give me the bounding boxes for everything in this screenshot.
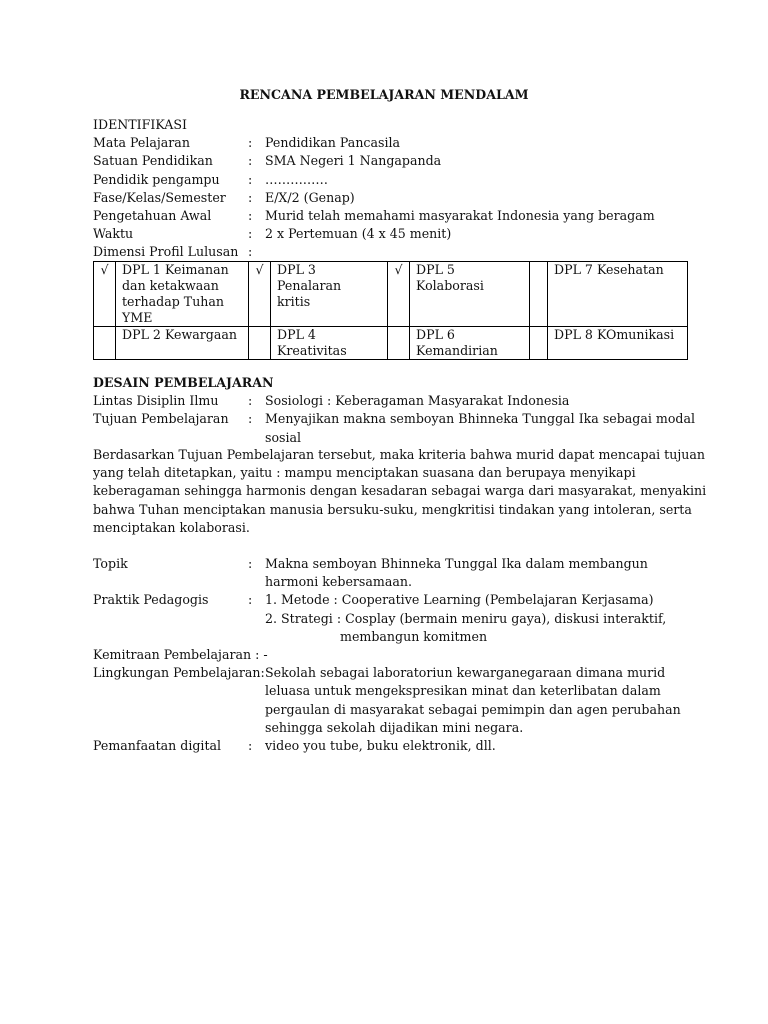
field-row: [93, 591, 683, 609]
dpl-text: DPL 3 Penalaran: [277, 262, 342, 293]
field-value: Sosiologi : Keberagaman Masyarakat Indonesia: [265, 393, 570, 409]
dpl-text: dan ketakwaan: [122, 278, 219, 293]
field-value: video you tube, buku elektronik, dll.: [265, 737, 496, 753]
desain-heading: DESAIN PEMBELAJARAN: [93, 375, 274, 390]
field-colon: :: [248, 135, 253, 151]
paragraph-line: menciptakan kolaborasi.: [93, 519, 250, 535]
field-colon: :: [248, 171, 253, 187]
dpl-text: DPL 1 Keimanan: [122, 262, 229, 277]
dpl-text: terhadap Tuhan: [122, 294, 225, 309]
field-label: Lintas Disiplin Ilmu: [93, 393, 219, 409]
paragraph-line: keberagaman sehingga harmonis dengan kesadaran sebagai warga dari masyarakat, menyakini: [93, 483, 707, 499]
dpl-text: DPL 5 Kolaborasi: [416, 262, 484, 293]
field-value: Murid telah memahami masyarakat Indonesia yang beragam: [265, 207, 655, 223]
field-value: Menyajikan makna semboyan Bhinneka Tunggal Ika sebagai modal: [265, 411, 696, 427]
paragraph-line: Berdasarkan Tujuan Pembelajaran tersebut, maka kriteria bahwa murid dapat mencapai tujuan: [93, 447, 705, 462]
dpl-cell: [271, 262, 388, 327]
field-colon: :: [248, 226, 253, 242]
field-row: [93, 225, 683, 243]
field-colon: :: [248, 592, 253, 608]
check-mark: √: [388, 262, 410, 327]
field-label: Tujuan Pembelajaran: [93, 411, 229, 427]
dpl-text: DPL 6: [416, 327, 455, 342]
dpl-cell: [410, 327, 530, 360]
field-label: Topik: [93, 556, 128, 571]
field-label: Kemitraan Pembelajaran : -: [93, 646, 268, 662]
field-value: sehingga sekolah dijadikan mini negara.: [265, 719, 524, 735]
field-label: Pengetahuan Awal: [93, 207, 212, 223]
field-row: [93, 737, 683, 755]
field-row: [93, 701, 683, 719]
dpl-text: kritis: [277, 294, 311, 309]
dpl-cell: [116, 327, 249, 360]
field-value: pergaulan di masyarakat sebagai pemimpin dan agen perubahan: [265, 701, 681, 717]
dimensi-profil-table: [93, 261, 688, 360]
document-title: RENCANA PEMBELAJARAN MENDALAM: [239, 87, 529, 102]
field-row: [93, 171, 683, 189]
dpl-text: YME: [122, 310, 153, 325]
field-row: [93, 152, 683, 170]
field-row: [93, 207, 683, 225]
field-colon: :: [248, 737, 253, 753]
dpl-text: Kreativitas: [277, 343, 347, 358]
dpl-text: DPL 7 Kesehatan: [554, 262, 664, 277]
identifikasi-heading: IDENTIFIKASI: [93, 117, 187, 132]
field-value: SMA Negeri 1 Nangapanda: [265, 153, 442, 169]
field-value: 1. Metode : Cooperative Learning (Pembelajaran Kerjasama): [265, 592, 654, 608]
field-colon: :: [248, 393, 253, 409]
dpl-text: DPL 4: [277, 327, 316, 342]
field-label: Waktu: [93, 226, 134, 242]
field-row: [93, 646, 683, 664]
paragraph-line: bahwa Tuhan menciptakan manusia bersuku-suku, mengkritisi tindakan yang intoleran, serta: [93, 501, 692, 517]
field-row: [93, 682, 683, 700]
dpl-text: DPL 2 Kewargaan: [122, 327, 237, 342]
field-colon: :: [248, 153, 253, 169]
field-colon: :: [248, 411, 253, 427]
field-row: [93, 410, 696, 428]
check-mark: [388, 327, 410, 360]
dpl-cell: [271, 327, 388, 360]
field-row: [93, 555, 683, 573]
field-colon: :: [248, 189, 253, 205]
field-value: E/X/2 (Genap): [265, 189, 355, 205]
table-row: [94, 262, 688, 327]
field-label: Satuan Pendidikan: [93, 153, 213, 169]
dpl-text: Kemandirian: [416, 343, 498, 358]
paragraph-line: yang telah ditetapkan, yaitu : mampu menciptakan suasana dan berupaya menyikapi: [93, 465, 636, 481]
field-label: Mata Pelajaran: [93, 135, 190, 151]
field-value: harmoni kebersamaan.: [265, 574, 412, 590]
field-label: Dimensi Profil Lulusan: [93, 244, 239, 260]
field-colon: :: [248, 556, 253, 571]
rencana-section: [93, 555, 683, 755]
field-value: Makna semboyan Bhinneka Tunggal Ika dalam membangun: [265, 556, 648, 571]
field-label: Praktik Pedagogis: [93, 592, 209, 608]
identifikasi-section: [93, 116, 683, 262]
dpl-cell: [548, 262, 688, 327]
dpl-cell: [410, 262, 530, 327]
kriteria-paragraph: [93, 446, 707, 537]
field-row: [93, 134, 683, 152]
field-value: sosial: [265, 429, 302, 445]
field-value: ……………: [265, 171, 328, 187]
check-mark: [530, 327, 548, 360]
field-row: [93, 573, 683, 591]
field-row: [93, 628, 683, 646]
field-row: [93, 719, 683, 737]
field-colon: :: [248, 244, 253, 260]
field-value: Pendidikan Pancasila: [265, 135, 401, 151]
field-row: [93, 610, 683, 628]
field-row: [93, 664, 683, 682]
table-row: [94, 327, 688, 360]
field-value: 2. Strategi : Cosplay (bermain meniru gaya), diskusi interaktif,: [265, 610, 667, 626]
dpl-cell: [116, 262, 249, 327]
field-row: [93, 243, 683, 261]
field-value: 2 x Pertemuan (4 x 45 menit): [265, 226, 452, 242]
check-mark: [94, 327, 116, 360]
dpl-cell: [548, 327, 688, 360]
field-label: Pendidik pengampu: [93, 171, 220, 187]
dpl-text: DPL 8 KOmunikasi: [554, 327, 675, 342]
check-mark: [530, 262, 548, 327]
field-label: Fase/Kelas/Semester: [93, 189, 226, 205]
desain-section: [93, 374, 696, 447]
field-row: [93, 189, 683, 207]
field-label: Pemanfaatan digital: [93, 737, 222, 753]
field-value: Sekolah sebagai laboratoriun kewarganegaraan dimana murid: [265, 665, 666, 681]
field-row: [93, 392, 683, 410]
check-mark: [249, 327, 271, 360]
field-value: leluasa untuk mengekspresikan minat dan keterlibatan dalam: [265, 683, 661, 699]
check-mark: √: [249, 262, 271, 327]
field-row: [93, 429, 683, 447]
field-label: Lingkungan Pembelajaran:: [93, 665, 265, 681]
field-colon: :: [248, 207, 253, 223]
check-mark: √: [94, 262, 116, 327]
field-value: membangun komitmen: [340, 628, 488, 644]
